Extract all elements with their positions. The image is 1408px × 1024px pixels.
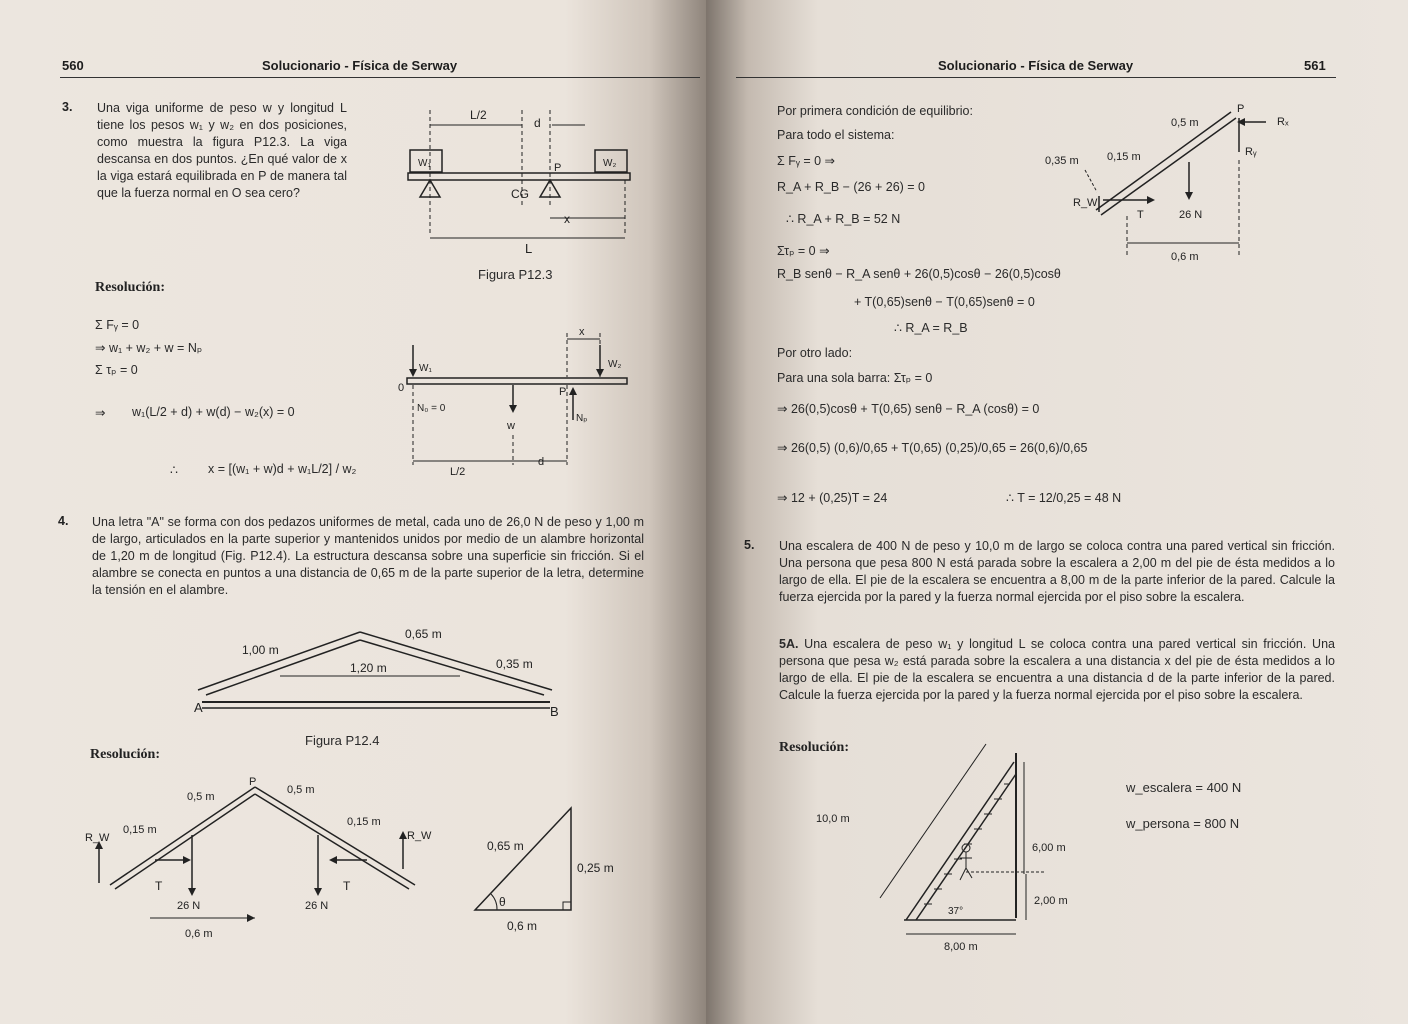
- problem-5a-text: [779, 636, 1335, 704]
- fig-label-cg: CG: [511, 187, 529, 201]
- fig-label-a: A: [194, 700, 203, 715]
- equation: Στₚ = 0 ⇒: [777, 244, 830, 258]
- ladder-label-length: 10,0 m: [816, 813, 850, 825]
- ladder-label-angle: 37°: [948, 906, 964, 917]
- weight-person: w_persona = 800 N: [1126, 816, 1240, 831]
- fig-label-d: d: [534, 116, 541, 130]
- tri-label-theta: θ: [499, 895, 506, 909]
- equation-result: x = [(w₁ + w)d + w₁L/2] / w₂: [208, 462, 357, 476]
- fig-label-w2: W₂: [603, 158, 617, 169]
- problem-number: 5.: [744, 538, 755, 552]
- equation: R_A + R_B − (26 + 26) = 0: [777, 180, 926, 194]
- fbd-label-26b: 26 N: [305, 900, 329, 912]
- tri-label-base: 0,6 m: [507, 919, 538, 933]
- page-number: 561: [1304, 58, 1326, 73]
- fbd-label-rw: R_W: [85, 832, 110, 844]
- diag-label-t: T: [1137, 209, 1144, 221]
- problem-text: Una escalera de 400 N de peso y 10,0 m de largo se coloca contra una pared vertical sin fricción. Una persona que pesa 800 N está parada sobre la escalera a 2,00 m del pie de ésta medidos a lo largo de ella. El pie de la escalera se encuentra a 8,00 m de la parte inferior de la pared. Calcule la fuerza ejercida por la pared y la fuerza normal ejercida por el piso sobre la escalera.: [779, 539, 1335, 604]
- free-body-diagram-a-frame: [85, 775, 430, 945]
- problem-text: Una escalera de peso w₁ y longitud L se coloca contra una pared vertical sin fricción. Una persona que pesa w₂ está parada sobre la escalera a una distancia x del pie de ésta medidos a lo largo de ella. El pie de la escalera se encuentra a una distancia d de la parte inferior de la pared. Calcule la fuerza ejercida por la pared y la fuerza normal ejercida por el piso sobre la escalera.: [779, 637, 1335, 702]
- resolution-heading: Resolución:: [779, 740, 849, 755]
- fig-label-wire: 1,20 m: [350, 661, 387, 675]
- figure-caption: Figura P12.3: [478, 267, 553, 282]
- diag-label-05: 0,5 m: [1171, 117, 1199, 129]
- diag-label-035: 0,35 m: [1045, 155, 1079, 167]
- equation: Para una sola barra: Στₚ = 0: [777, 371, 933, 385]
- equation: ∴ R_A = R_B: [894, 321, 968, 335]
- fbd-label-rw2: R_W: [407, 830, 432, 842]
- ladder-label-h6: 6,00 m: [1032, 842, 1066, 854]
- figure-p12-3: [400, 105, 640, 255]
- fbd-label-015a: 0,15 m: [123, 824, 157, 836]
- fbd-label-x: x: [579, 326, 585, 338]
- equation: w₁(L/2 + d) + w(d) − w₂(x) = 0: [132, 405, 295, 419]
- problem-number: 3.: [62, 100, 73, 114]
- fbd-label-015b: 0,15 m: [347, 816, 381, 828]
- equation-result: ∴ T = 12/0,25 = 48 N: [1006, 491, 1122, 505]
- fbd-label-np: Nₚ: [576, 413, 588, 424]
- equation-arrow: ⇒: [95, 406, 106, 420]
- ladder-label-h2: 2,00 m: [1034, 895, 1068, 907]
- text-line: Por primera condición de equilibrio:: [777, 104, 973, 118]
- fbd-label-d: d: [538, 456, 545, 468]
- fbd-label-w: w: [507, 420, 515, 432]
- fig-label-035: 0,35 m: [496, 657, 533, 671]
- fbd-label-p: P: [559, 386, 567, 398]
- tri-label-side: 0,25 m: [577, 861, 614, 875]
- equation: ⇒ 26(0,5)cosθ + T(0,65) senθ − R_A (cosθ) = 0: [777, 402, 1040, 416]
- problem-number: 5A.: [779, 637, 799, 651]
- fbd-label-w2: W₂: [608, 359, 622, 370]
- equation: R_B senθ − R_A senθ + 26(0,5)cosθ − 26(0,5)cosθ: [777, 267, 1061, 281]
- text-line: Para todo el sistema:: [777, 128, 895, 142]
- fbd-label-base: 0,6 m: [185, 928, 213, 940]
- bar-free-body-diagram: [1041, 100, 1301, 270]
- fbd-label-l2: L/2: [450, 466, 466, 478]
- equation: Σ Fᵧ = 0: [95, 318, 140, 332]
- free-body-diagram-beam: [395, 325, 635, 478]
- equation-therefore: ∴: [170, 463, 178, 477]
- resolution-heading: Resolución:: [95, 280, 165, 295]
- figure-caption: Figura P12.4: [305, 733, 380, 748]
- fig-label-w1: W₁: [418, 158, 431, 169]
- figure-p12-4: [190, 620, 570, 720]
- fbd-label-n0: N₀ = 0: [417, 403, 446, 414]
- diag-label-p: P: [1237, 103, 1245, 115]
- fig-label-065: 0,65 m: [405, 627, 442, 641]
- fig-label-len: L: [525, 241, 533, 256]
- diag-label-rx: Rₓ: [1277, 116, 1289, 128]
- page-header: Solucionario - Física de Serway: [262, 58, 458, 73]
- problem-text: Una viga uniforme de peso w y longitud L tiene los pesos w₁ y w₂ en dos posiciones, como muestra la figura P12.3. La viga descansa en dos puntos. ¿En qué valor de x la viga estará equilibrada en P de manera tal que la fuerza normal en O sea cero?: [97, 101, 347, 200]
- fbd-label-p: P: [249, 776, 257, 788]
- diag-label-rw: R_W: [1073, 197, 1098, 209]
- page-header: Solucionario - Física de Serway: [938, 58, 1134, 73]
- right-page: [706, 0, 1408, 1024]
- ladder-diagram: [816, 738, 1096, 958]
- equation: ⇒ 26(0,5) (0,6)/0,65 + T(0,65) (0,25)/0,65 = 26(0,6)/0,65: [777, 441, 1088, 455]
- text-line: Por otro lado:: [777, 346, 853, 360]
- weight-ladder: w_escalera = 400 N: [1126, 780, 1242, 795]
- fbd-label-w1: W₁: [419, 363, 432, 374]
- fig-label-len1: 1,00 m: [242, 643, 279, 657]
- fbd-label-t1: T: [155, 879, 163, 893]
- fbd-label-05b: 0,5 m: [287, 784, 315, 796]
- fig-label-x: x: [564, 212, 570, 226]
- tri-label-hyp: 0,65 m: [487, 839, 524, 853]
- diag-label-015: 0,15 m: [1107, 151, 1141, 163]
- ladder-label-base: 8,00 m: [944, 941, 978, 953]
- equation: Σ Fᵧ = 0 ⇒: [777, 154, 835, 168]
- fbd-label-26a: 26 N: [177, 900, 201, 912]
- fbd-label-t2: T: [343, 879, 351, 893]
- page-number: 560: [62, 58, 84, 73]
- equation: ⇒ w₁ + w₂ + w = Nₚ: [95, 341, 203, 355]
- fbd-label-o: 0: [398, 382, 405, 394]
- equation: + T(0,65)senθ − T(0,65)senθ = 0: [854, 295, 1035, 309]
- header-rule: [736, 77, 1336, 78]
- diag-label-base: 0,6 m: [1171, 251, 1199, 263]
- equation: ⇒ 12 + (0,25)T = 24: [777, 491, 888, 505]
- diag-label-ry: Rᵧ: [1245, 146, 1257, 158]
- fbd-label-05a: 0,5 m: [187, 791, 215, 803]
- header-rule: [60, 77, 700, 78]
- angle-triangle: [465, 800, 625, 940]
- fig-label-b: B: [550, 704, 559, 719]
- equation: ∴ R_A + R_B = 52 N: [786, 212, 901, 226]
- equation: Σ τₚ = 0: [95, 363, 138, 377]
- diag-label-26n: 26 N: [1179, 209, 1203, 221]
- resolution-heading: Resolución:: [90, 747, 160, 762]
- problem-number: 4.: [58, 514, 69, 528]
- fig-label-p: P: [554, 162, 562, 174]
- problem-text: Una letra "A" se forma con dos pedazos uniformes de metal, cada uno de 26,0 N de peso y 1,00 m de largo, articulados en la parte superior y mantenidos unidos por medio de un alambre horizontal de 1,20 m de longitud (Fig. P12.4). La estructura descansa sobre una superficie sin fricción. Si el alambre se conecta en puntos a una distancia de 0,65 m de la parte superior de la letra, determine la tensión en el alambre.: [92, 515, 644, 597]
- fig-label-l2: L/2: [470, 108, 487, 122]
